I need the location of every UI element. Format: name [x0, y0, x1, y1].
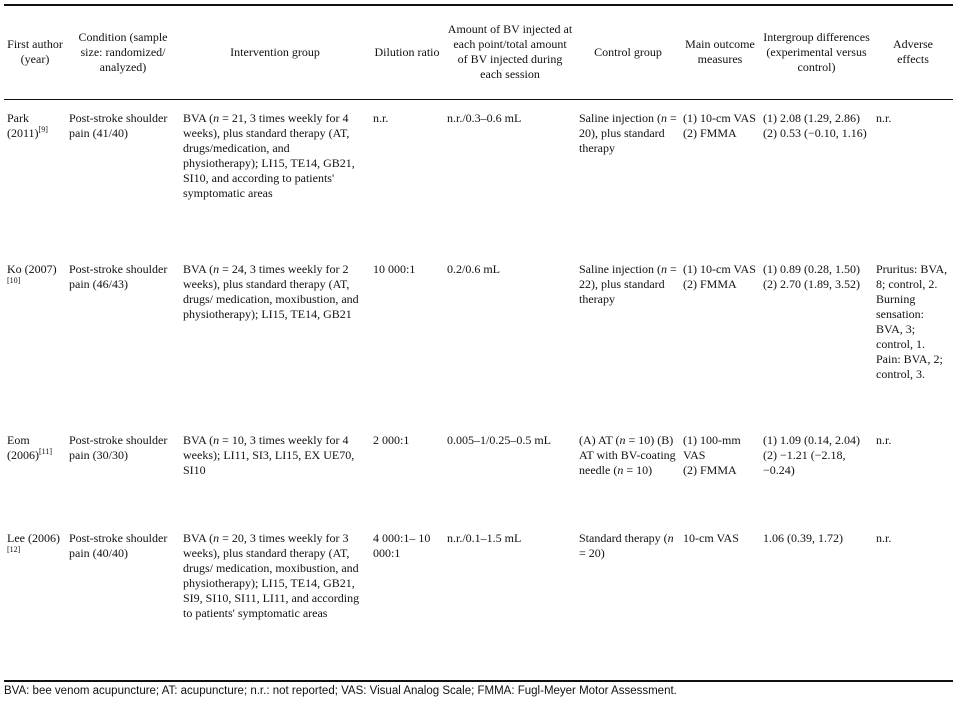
- cell-intervention: BVA (n = 20, 3 times weekly for 3 weeks), plus standard therapy (AT, drugs/ medication, moxibustion, and physiotherapy); LI15, TE14, GB21, SI9, SI10, SI11, LI11, and according to patients' symptomatic areas: [183, 531, 360, 620]
- table-row: [4, 420, 953, 518]
- header-condition: Condition (sample size: randomized/ analyzed): [78, 29, 168, 74]
- reference-marker: [11]: [39, 447, 53, 456]
- cell-control: Saline injection (n = 22), plus standard therapy: [579, 262, 677, 306]
- cell-control: Saline injection (n = 20), plus standard therapy: [579, 111, 677, 155]
- cell-differences: [760, 98, 873, 249]
- header-adverse: Adverse effects: [893, 37, 933, 66]
- header-outcomes: Main outcome measures: [685, 37, 755, 66]
- cell-differences: [760, 518, 873, 651]
- cell-dilution: 4 000:1– 10 000:1: [373, 531, 431, 560]
- outcome-line: 10-cm VAS: [683, 531, 739, 545]
- difference-line: (1) 0.89 (0.28, 1.50): [763, 262, 860, 276]
- outcome-line: (1) 100-mm VAS: [683, 433, 741, 462]
- cell-dilution: 10 000:1: [373, 262, 416, 276]
- difference-line: (2) −1.21 (−2.18, −0.24): [763, 448, 846, 477]
- header-author: First author (year): [7, 37, 63, 66]
- cell-outcomes: [680, 420, 760, 518]
- cell-condition: Post-stroke shoulder pain (40/40): [69, 531, 168, 560]
- difference-line: (2) 2.70 (1.89, 3.52): [763, 277, 860, 291]
- cell-author: [4, 249, 66, 420]
- cell-author: [4, 420, 66, 518]
- header-dilution: Dilution ratio: [374, 44, 440, 59]
- difference-line: (1) 1.09 (0.14, 2.04): [763, 433, 860, 447]
- outcome-line: (2) FMMA: [683, 277, 737, 291]
- cell-outcomes: [680, 518, 760, 651]
- cell-outcomes: [680, 98, 760, 249]
- reference-marker: [9]: [38, 125, 48, 134]
- cell-outcomes: [680, 249, 760, 420]
- cell-adverse: n.r.: [876, 111, 892, 125]
- cell-condition: Post-stroke shoulder pain (41/40): [69, 111, 168, 140]
- difference-line: 1.06 (0.39, 1.72): [763, 531, 843, 545]
- table-row: [4, 249, 953, 420]
- cell-intervention: BVA (n = 24, 3 times weekly for 2 weeks), plus standard therapy (AT, drugs/ medication, moxibustion, and physiotherapy); LI15, TE14, GB21: [183, 262, 359, 321]
- author-name: Ko (2007): [7, 262, 57, 276]
- cell-adverse: Pruritus: BVA, 8; control, 2. Burning sensation: BVA, 3; control, 1. Pain: BVA, 2; control, 3.: [876, 262, 948, 381]
- header-row: [4, 6, 953, 98]
- cell-control: (A) AT (n = 10) (B) AT with BV-coating needle (n = 10): [579, 433, 676, 477]
- author-name: Eom (2006): [7, 433, 39, 462]
- cell-author: [4, 98, 66, 249]
- trials-table: [4, 6, 953, 651]
- table-bottom-rule: [4, 680, 953, 682]
- outcome-line: (1) 10-cm VAS: [683, 262, 756, 276]
- cell-amount: n.r./0.3–0.6 mL: [447, 111, 522, 125]
- cell-author: [4, 518, 66, 651]
- cell-amount: 0.2/0.6 mL: [447, 262, 500, 276]
- reference-marker: [12]: [7, 545, 21, 554]
- table-row: [4, 518, 953, 651]
- cell-dilution: n.r.: [373, 111, 389, 125]
- cell-differences: [760, 249, 873, 420]
- header-amount: Amount of BV injected at each point/total amount of BV injected during each session: [447, 22, 573, 81]
- outcome-line: (2) FMMA: [683, 463, 737, 477]
- outcome-line: (1) 10-cm VAS: [683, 111, 756, 125]
- reference-marker: [10]: [7, 276, 21, 285]
- cell-condition: Post-stroke shoulder pain (30/30): [69, 433, 168, 462]
- outcome-line: (2) FMMA: [683, 126, 737, 140]
- header-control: Control group: [594, 44, 662, 59]
- cell-differences: [760, 420, 873, 518]
- cell-dilution: 2 000:1: [373, 433, 410, 447]
- table-footnote: BVA: bee venom acupuncture; AT: acupuncture; n.r.: not reported; VAS: Visual Analog Scale; FMMA: Fugl-Meyer Motor Assessment.: [4, 685, 677, 697]
- difference-line: (1) 2.08 (1.29, 2.86): [763, 111, 860, 125]
- cell-intervention: BVA (n = 21, 3 times weekly for 4 weeks), plus standard therapy (AT, drugs/medication, and physiotherapy); LI15, TE14, GB21, SI10, and according to patients' symptomatic areas: [183, 111, 355, 200]
- table-row: [4, 98, 953, 249]
- cell-amount: n.r./0.1–1.5 mL: [447, 531, 522, 545]
- cell-adverse: n.r.: [876, 531, 892, 545]
- cell-control: Standard therapy (n = 20): [579, 531, 674, 560]
- header-differences: Intergroup differences (experimental versus control): [763, 29, 870, 74]
- cell-condition: Post-stroke shoulder pain (46/43): [69, 262, 168, 291]
- author-name: Park (2011): [7, 111, 39, 140]
- cell-adverse: n.r.: [876, 433, 892, 447]
- difference-line: (2) 0.53 (−0.10, 1.16): [763, 126, 867, 140]
- header-intervention: Intervention group: [230, 44, 320, 59]
- cell-intervention: BVA (n = 10, 3 times weekly for 4 weeks); LI11, SI3, LI15, EX UE70, SI10: [183, 433, 355, 477]
- cell-amount: 0.005–1/0.25–0.5 mL: [447, 433, 551, 447]
- author-name: Lee (2006): [7, 531, 60, 545]
